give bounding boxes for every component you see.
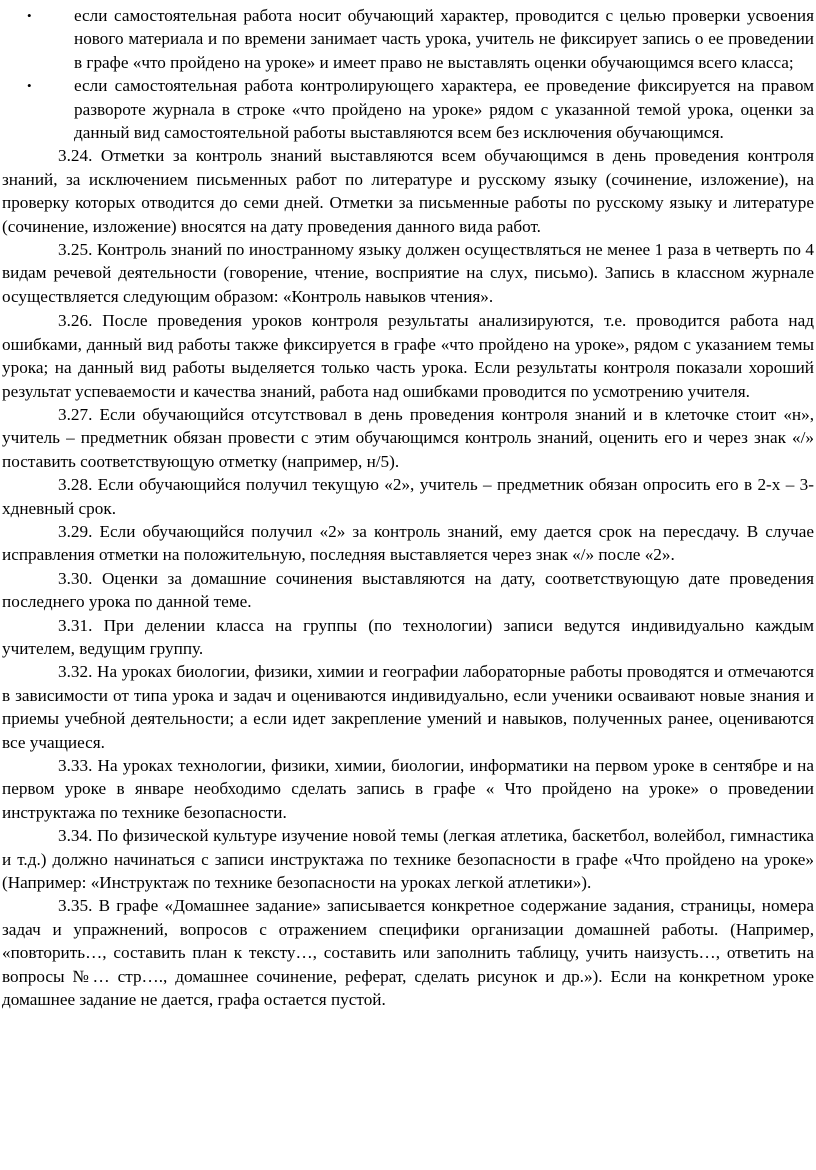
paragraph-text: В графе «Домашнее задание» записывается конкретное содержание задания, страницы, номера задач и упражнений, вопросов с отражением специфики организации домашней работы. (Например, «повторить…, составить план к тексту…, составить или заполнить таблицу, учить наизусть…, ответить на вопросы №… стр…., домашнее сочинение, реферат, сделать рисунок и др.»). Если на конкретном уроке домашнее задание не дается, графа остается пустой.: [2, 896, 814, 1010]
paragraph-number: 3.32.: [58, 662, 93, 682]
paragraph-text: При делении класса на группы (по технологии) записи ведутся индивидуально каждым учителем, ведущим группу.: [2, 615, 814, 658]
paragraph-number: 3.24.: [58, 146, 93, 166]
paragraph-text: Если обучающийся получил «2» за контроль знаний, ему дается срок на пересдачу. В случае исправления отметки на положительную, последняя выставляется через знак «/» после «2».: [2, 521, 815, 565]
bullet-text: если самостоятельная работа контролирующего характера, ее проведение фиксируется на правом развороте журнала в строке «что пройдено на уроке» рядом с указанной темой урока, оценки за данный вид самостоятельной работы выставляются всем без исключения обучающимся.: [74, 76, 814, 143]
paragraph-number: 3.33.: [58, 756, 93, 775]
bullet-text: если самостоятельная работа носит обучающий характер, проводится с целью проверки усвоения нового материала и по времени занимает часть урока, учитель не фиксирует запись о ее проведении в графе «что пройдено на уроке» и имеет право не выставлять оценки обучающимся всего класса;: [74, 6, 814, 72]
paragraph-text: Если обучающийся получил текущую «2», учитель – предметник обязан опросить его в 2-х – 3-хдневный срок.: [2, 475, 814, 518]
paragraph-3-24: [2, 144, 814, 238]
bullet-marker: •: [27, 8, 32, 23]
paragraph-3-33: [2, 754, 814, 824]
paragraph-text: Если обучающийся отсутствовал в день проведения контроля знаний и в клеточке стоит «н», учитель – предметник обязан провести с этим обучающимся контроль знаний, оценить его и через знак «/» поставить соответствующую отметку (например, н/5).: [2, 404, 815, 471]
paragraph-3-28: [2, 473, 814, 520]
paragraph-number: 3.30.: [58, 568, 93, 588]
paragraph-3-31: [2, 614, 814, 661]
paragraph-text: Отметки за контроль знаний выставляются всем обучающимся в день проведения контроля знаний, за исключением письменных работ по литературе и русскому языку (сочинение, изложение), на проверку которых отводится до семи дней. Отметки за письменные работы по русскому языку и литературе (сочинение, изложение) вносятся на дату проведения данного вида работ.: [2, 146, 814, 236]
bullet-item: [2, 4, 814, 74]
paragraph-3-26: [2, 309, 814, 403]
paragraph-number: 3.27.: [58, 404, 93, 424]
paragraph-text: На уроках технологии, физики, химии, биологии, информатики на первом уроке в сентябре и на первом уроке в январе необходимо сделать запись в графе « Что пройдено на уроке» о проведении инструктажа по технике безопасности.: [2, 756, 814, 822]
bullet-marker: •: [27, 78, 32, 94]
paragraph-number: 3.29.: [58, 521, 93, 541]
paragraph-3-32: [2, 660, 814, 754]
paragraph-3-25: [2, 238, 814, 308]
paragraph-number: 3.35.: [58, 896, 93, 916]
paragraph-3-34: [2, 824, 814, 894]
paragraph-text: Оценки за домашние сочинения выставляются на дату, соответствующую дате проведения последнего урока по данной теме.: [2, 568, 814, 612]
bullet-item: [2, 74, 814, 144]
paragraph-number: 3.31.: [58, 615, 93, 635]
paragraph-number: 3.28.: [58, 475, 93, 495]
paragraph-text: На уроках биологии, физики, химии и географии лабораторные работы проводятся и отмечаются в зависимости от типа урока и задач и оцениваются индивидуально, если ученики осваивают новые знания и приемы учебной деятельности; а если идет закрепление умений и навыков, полученных ранее, оцениваются все учащиеся.: [2, 662, 815, 752]
bullet-list: [2, 4, 814, 144]
paragraph-number: 3.25.: [58, 240, 93, 260]
paragraph-3-35: [2, 894, 814, 1011]
paragraph-number: 3.34.: [58, 826, 93, 846]
paragraph-text: После проведения уроков контроля результаты анализируются, т.е. проводится работа над ошибками, данный вид работы также фиксируется в графе «что пройдено на уроке», рядом с указанием темы урока; на данный вид работы выделяется только часть урока. Если результаты контроля показали хороший результат успеваемости и качества знаний, работа над ошибками проводится по усмотрению учителя.: [2, 311, 814, 401]
paragraph-3-27: [2, 403, 814, 473]
paragraph-3-30: [2, 567, 814, 614]
paragraph-text: По физической культуре изучение новой темы (легкая атлетика, баскетбол, волейбол, гимнастика и т.д.) должно начинаться с записи инструктажа по технике безопасности в графе «Что пройдено на уроке» (Например: «Инструктаж по технике безопасности на уроках легкой атлетики»).: [2, 826, 814, 893]
paragraph-3-29: [2, 520, 814, 567]
paragraph-text: Контроль знаний по иностранному языку должен осуществляться не менее 1 раза в четверть по 4 видам речевой деятельности (говорение, чтение, восприятие на слух, письмо). Запись в классном журнале осуществляется следующим образом: «Контроль навыков чтения».: [2, 240, 815, 306]
paragraph-number: 3.26.: [58, 311, 93, 331]
